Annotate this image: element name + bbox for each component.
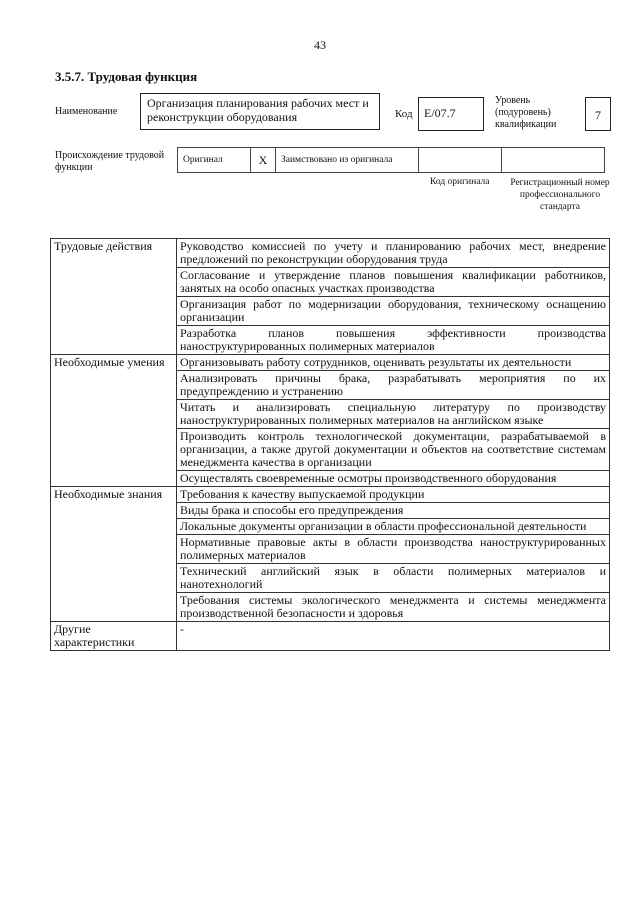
section-item: Требования системы экологического менеджмента и системы менеджмента производственной безопасности и здоровья xyxy=(177,593,610,622)
origin-label: Происхождение трудовой функции xyxy=(55,150,165,173)
code-label: Код xyxy=(395,108,413,120)
original-mark: X xyxy=(251,148,276,173)
registration-caption: Регистрационный номер профессионального стандарта xyxy=(510,178,610,212)
section-item: Локальные документы организации в области профессиональной деятельности xyxy=(177,519,610,535)
section-category: Другие характеристики xyxy=(51,622,177,651)
section-item: Осуществлять своевременные осмотры производственного оборудования xyxy=(177,471,610,487)
section-category: Необходимые умения xyxy=(51,355,177,487)
function-name-box: Организация планирования рабочих мест и реконструкции оборудования xyxy=(140,93,380,130)
section-item: Требования к качеству выпускаемой продукции xyxy=(177,487,610,503)
section-item: Виды брака и способы его предупреждения xyxy=(177,503,610,519)
section-title: 3.5.7. Трудовая функция xyxy=(55,69,198,84)
section-item: Руководство комиссией по учету и планированию рабочих мест, внедрение предложений по реконструкции оборудования труда xyxy=(177,239,610,268)
section-item: Читать и анализировать специальную литературу по производству наноструктурированных полимерных материалов на английском языке xyxy=(177,400,610,429)
registration-number-cell xyxy=(502,148,605,173)
page-number: 43 xyxy=(314,38,326,52)
origin-table xyxy=(177,147,605,173)
table-row xyxy=(51,487,610,503)
original-label: Оригинал xyxy=(178,148,251,173)
original-code-cell xyxy=(419,148,502,173)
section-category: Трудовые действия xyxy=(51,239,177,355)
borrowed-label: Заимствовано из оригинала xyxy=(276,148,419,173)
table-row xyxy=(51,622,610,651)
section-item: Организовывать работу сотрудников, оценивать результаты их деятельности xyxy=(177,355,610,371)
name-label: Наименование xyxy=(55,106,118,117)
section-item: Согласование и утверждение планов повышения квалификации работников, занятых на особо опасных участках производства xyxy=(177,268,610,297)
table-row xyxy=(51,239,610,268)
qualification-level-box: 7 xyxy=(585,97,611,131)
function-details-table xyxy=(50,238,610,651)
section-item: Организация работ по модернизации оборудования, техническому оснащению организации xyxy=(177,297,610,326)
section-item: Разработка планов повышения эффективности производства наноструктурированных полимерных материалов xyxy=(177,326,610,355)
table-row xyxy=(51,355,610,371)
section-item: Технический английский язык в области полимерных материалов и нанотехнологий xyxy=(177,564,610,593)
level-label: Уровень (подуровень) квалификации xyxy=(495,95,557,130)
function-code-box: E/07.7 xyxy=(418,97,484,131)
section-item: - xyxy=(177,622,610,651)
section-category: Необходимые знания xyxy=(51,487,177,622)
section-item: Нормативные правовые акты в области производства наноструктурированных полимерных материалов xyxy=(177,535,610,564)
original-code-caption: Код оригинала xyxy=(430,177,490,187)
section-item: Анализировать причины брака, разрабатывать мероприятия по их предупреждению и устранению xyxy=(177,371,610,400)
section-item: Производить контроль технологической документации, разрабатываемой в организации, а также другой документации и объектов на соответствие системам менеджмента качества в организации xyxy=(177,429,610,471)
